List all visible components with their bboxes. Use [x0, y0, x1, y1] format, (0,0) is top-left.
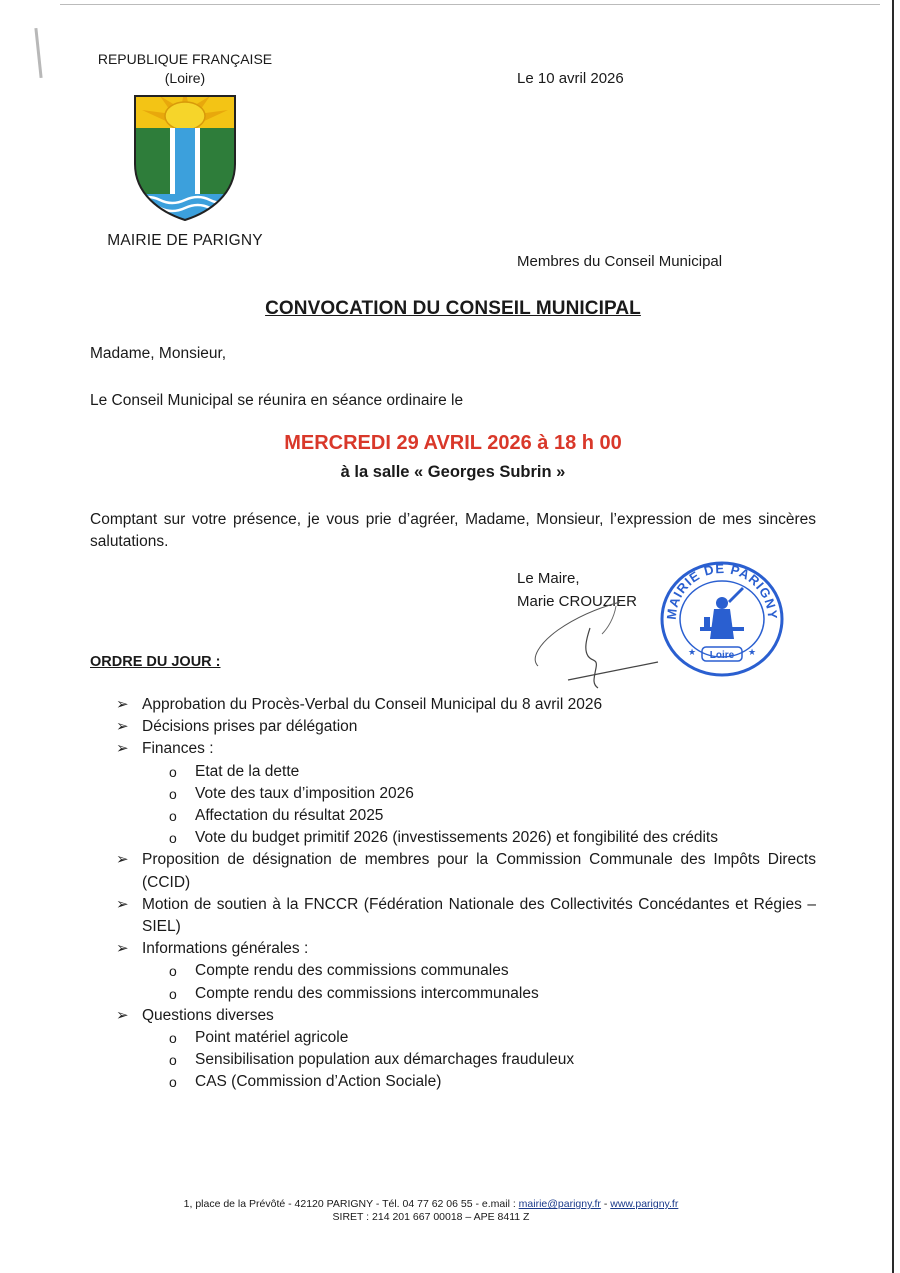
agenda-item: [0, 694, 816, 716]
letterhead: [60, 50, 310, 250]
circle-bullet-icon: o: [169, 785, 177, 802]
agenda-subitem-text: Point matériel agricole: [195, 1029, 349, 1047]
agenda-subitem-text: Vote du budget primitif 2026 (investissements 2026) et fongibilité des crédits: [195, 829, 718, 847]
agenda-subitem: [0, 960, 900, 982]
arrow-bullet-icon: ➢: [116, 1006, 129, 1024]
republic-label: REPUBLIQUE FRANÇAISE: [97, 51, 273, 67]
handwritten-signature: [528, 588, 663, 698]
agenda-list: [0, 694, 900, 1094]
agenda-subitem-text: Compte rendu des commissions intercommunales: [195, 984, 539, 1002]
page-title: CONVOCATION DU CONSEIL MUNICIPAL: [265, 298, 641, 319]
agenda-subitem-text: Sensibilisation population aux démarchages frauduleux: [195, 1051, 575, 1069]
agenda-item: [0, 849, 816, 893]
agenda-subitem: [0, 805, 900, 827]
arrow-bullet-icon: ➢: [116, 940, 129, 958]
arrow-bullet-icon: ➢: [116, 895, 129, 913]
agenda-subitem-text: Compte rendu des commissions communales: [195, 962, 509, 980]
arrow-bullet-icon: ➢: [116, 740, 129, 758]
agenda-item-text: Finances :: [142, 740, 214, 758]
greeting: Madame, Monsieur,: [90, 345, 227, 362]
agenda-item-text: Informations générales :: [142, 940, 309, 958]
agenda-subitem: [0, 783, 900, 805]
agenda-heading: ORDRE DU JOUR :: [90, 654, 221, 670]
circle-bullet-icon: o: [169, 830, 177, 847]
circle-bullet-icon: o: [169, 985, 177, 1002]
agenda-item-text: Approbation du Procès-Verbal du Conseil Municipal du 8 avril 2026: [142, 696, 603, 713]
arrow-bullet-icon: ➢: [116, 851, 129, 869]
circle-bullet-icon: o: [169, 808, 177, 825]
circle-bullet-icon: o: [169, 1074, 177, 1091]
town-hall-name: MAIRIE DE PARIGNY: [107, 232, 263, 249]
agenda-item: [0, 716, 816, 738]
agenda-item: [0, 1005, 816, 1027]
circle-bullet-icon: o: [169, 963, 177, 980]
stamp-top-text: MAIRIE DE PARIGNY: [663, 560, 781, 621]
stamp-star-icon: ★: [688, 647, 697, 657]
agenda-subitem: [0, 1049, 900, 1071]
circle-bullet-icon: o: [169, 1052, 177, 1069]
stamp-star-icon: ★: [748, 647, 757, 657]
stamp-bottom-text: Loire: [709, 650, 735, 661]
agenda-subitem-text: Vote des taux d’imposition 2026: [195, 784, 414, 802]
agenda-item: [0, 938, 816, 960]
footer-separator: -: [600, 1198, 611, 1210]
agenda-item-text: Décisions prises par délégation: [142, 718, 358, 736]
agenda-subitem: [0, 1027, 900, 1049]
circle-bullet-icon: o: [169, 1030, 177, 1047]
circle-bullet-icon: o: [169, 763, 177, 780]
footer: [0, 1198, 862, 1224]
footer-siret: SIRET : 214 201 667 00018 – APE 8411 Z: [332, 1211, 530, 1223]
intro-text: Le Conseil Municipal se réunira en séance ordinaire le: [90, 392, 464, 409]
website-link[interactable]: www.parigny.fr: [610, 1198, 679, 1210]
agenda-item: [0, 894, 816, 938]
coat-of-arms-icon: [130, 94, 240, 222]
signatory-role: Le Maire,: [517, 570, 580, 587]
agenda-subitem: [0, 827, 900, 849]
agenda-subitem-text: Etat de la dette: [195, 762, 300, 780]
agenda-subitem: [0, 761, 900, 783]
agenda-subitem: [0, 1071, 900, 1093]
email-link[interactable]: mairie@parigny.fr: [518, 1198, 601, 1210]
arrow-bullet-icon: ➢: [116, 718, 129, 736]
footer-contact-line: [0, 1198, 862, 1211]
footer-address: 1, place de la Prévôté - 42120 PARIGNY - Tél. 04 77 62 06 55 - e.mail :: [183, 1198, 519, 1210]
letter-date: Le 10 avril 2026: [517, 70, 624, 87]
meeting-venue: à la salle « Georges Subrin »: [340, 463, 566, 481]
meeting-datetime: MERCREDI 29 AVRIL 2026 à 18 h 00: [284, 432, 622, 454]
agenda-subitem: [0, 983, 900, 1005]
agenda-subitem-text: Affectation du résultat 2025: [195, 807, 384, 825]
agenda-item: [0, 738, 816, 760]
signatory-name: Marie CROUZIER: [517, 593, 638, 610]
scan-top-edge: [60, 4, 880, 5]
agenda-subitem-text: CAS (Commission d’Action Sociale): [195, 1073, 442, 1091]
scan-mark: [34, 28, 42, 78]
official-stamp: [658, 557, 786, 677]
recipient: Membres du Conseil Municipal: [517, 253, 723, 270]
agenda-item-text: Proposition de désignation de membres pour la Commission Communale des Impôts Directs (CCID): [142, 851, 816, 891]
agenda-item-text: Motion de soutien à la FNCCR (Fédération Nationale des Collectivités Concédantes et Régies – SIEL): [142, 895, 816, 936]
closing-text: Comptant sur votre présence, je vous prie d’agréer, Madame, Monsieur, l’expression de mes sincères salutations.: [90, 511, 816, 550]
arrow-bullet-icon: ➢: [116, 696, 129, 713]
department-label: (Loire): [164, 70, 206, 86]
agenda-item-text: Questions diverses: [142, 1006, 274, 1024]
